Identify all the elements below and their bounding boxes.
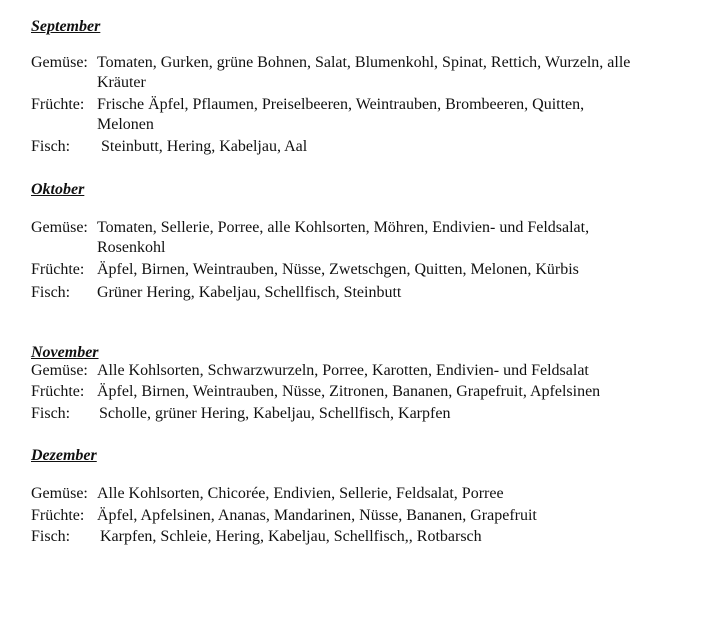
row-items-fish: Karpfen, Schleie, Hering, Kabeljau, Schellfisch,, Rotbarsch: [100, 528, 482, 545]
month-heading-november: November: [31, 344, 99, 361]
month-heading-oktober: Oktober: [31, 181, 85, 198]
month-heading-september: September: [31, 18, 101, 35]
row-items-fruits: Äpfel, Birnen, Weintrauben, Nüsse, Zwetschgen, Quitten, Melonen, Kürbis: [97, 261, 579, 278]
row-fruits-november: [31, 382, 711, 402]
row-label-fish: Fisch:: [31, 138, 71, 155]
row-fruits-september: [31, 95, 711, 133]
row-label-vegetables: Gemüse:: [31, 54, 88, 71]
row-items-fruits: Frische Äpfel, Pflaumen, Preiselbeeren, Weintrauben, Brombeeren, Quitten,: [97, 96, 585, 113]
row-fruits-dezember: [31, 506, 711, 526]
row-fish-dezember: [31, 527, 711, 547]
row-items-fruits: Äpfel, Apfelsinen, Ananas, Mandarinen, Nüsse, Bananen, Grapefruit: [97, 507, 537, 524]
row-label-fish: Fisch:: [31, 284, 71, 301]
row-vegetables-dezember: [31, 484, 711, 504]
month-heading-dezember: Dezember: [31, 447, 97, 464]
row-items-vegetables: Tomaten, Sellerie, Porree, alle Kohlsorten, Möhren, Endivien- und Feldsalat,: [97, 219, 590, 236]
row-items-fruits-continued: Melonen: [97, 116, 154, 133]
row-vegetables-september: [31, 53, 711, 91]
row-label-fish: Fisch:: [31, 528, 71, 545]
row-label-fruits: Früchte:: [31, 261, 85, 278]
row-vegetables-oktober: [31, 218, 711, 256]
row-vegetables-november: [31, 361, 711, 381]
row-fish-oktober: [31, 283, 711, 303]
row-items-vegetables: Tomaten, Gurken, grüne Bohnen, Salat, Blumenkohl, Spinat, Rettich, Wurzeln, alle: [97, 54, 631, 71]
row-label-vegetables: Gemüse:: [31, 485, 88, 502]
row-items-vegetables-continued: Kräuter: [97, 74, 146, 91]
row-items-vegetables: Alle Kohlsorten, Schwarzwurzeln, Porree, Karotten, Endivien- und Feldsalat: [97, 362, 589, 379]
row-label-fruits: Früchte:: [31, 507, 85, 524]
row-items-fish: Grüner Hering, Kabeljau, Schellfisch, Steinbutt: [97, 284, 402, 301]
row-fish-september: [31, 137, 711, 157]
row-items-vegetables: Alle Kohlsorten, Chicorée, Endivien, Sellerie, Feldsalat, Porree: [97, 485, 504, 502]
row-label-fruits: Früchte:: [31, 96, 85, 113]
row-fruits-oktober: [31, 260, 711, 280]
row-items-vegetables-continued: Rosenkohl: [97, 239, 166, 256]
row-fish-november: [31, 404, 711, 424]
row-items-fish: Scholle, grüner Hering, Kabeljau, Schellfisch, Karpfen: [99, 405, 451, 422]
row-label-vegetables: Gemüse:: [31, 362, 88, 379]
row-label-fruits: Früchte:: [31, 383, 85, 400]
row-items-fish: Steinbutt, Hering, Kabeljau, Aal: [101, 138, 308, 155]
row-label-vegetables: Gemüse:: [31, 219, 88, 236]
row-items-fruits: Äpfel, Birnen, Weintrauben, Nüsse, Zitronen, Bananen, Grapefruit, Apfelsinen: [97, 383, 601, 400]
row-label-fish: Fisch:: [31, 405, 71, 422]
